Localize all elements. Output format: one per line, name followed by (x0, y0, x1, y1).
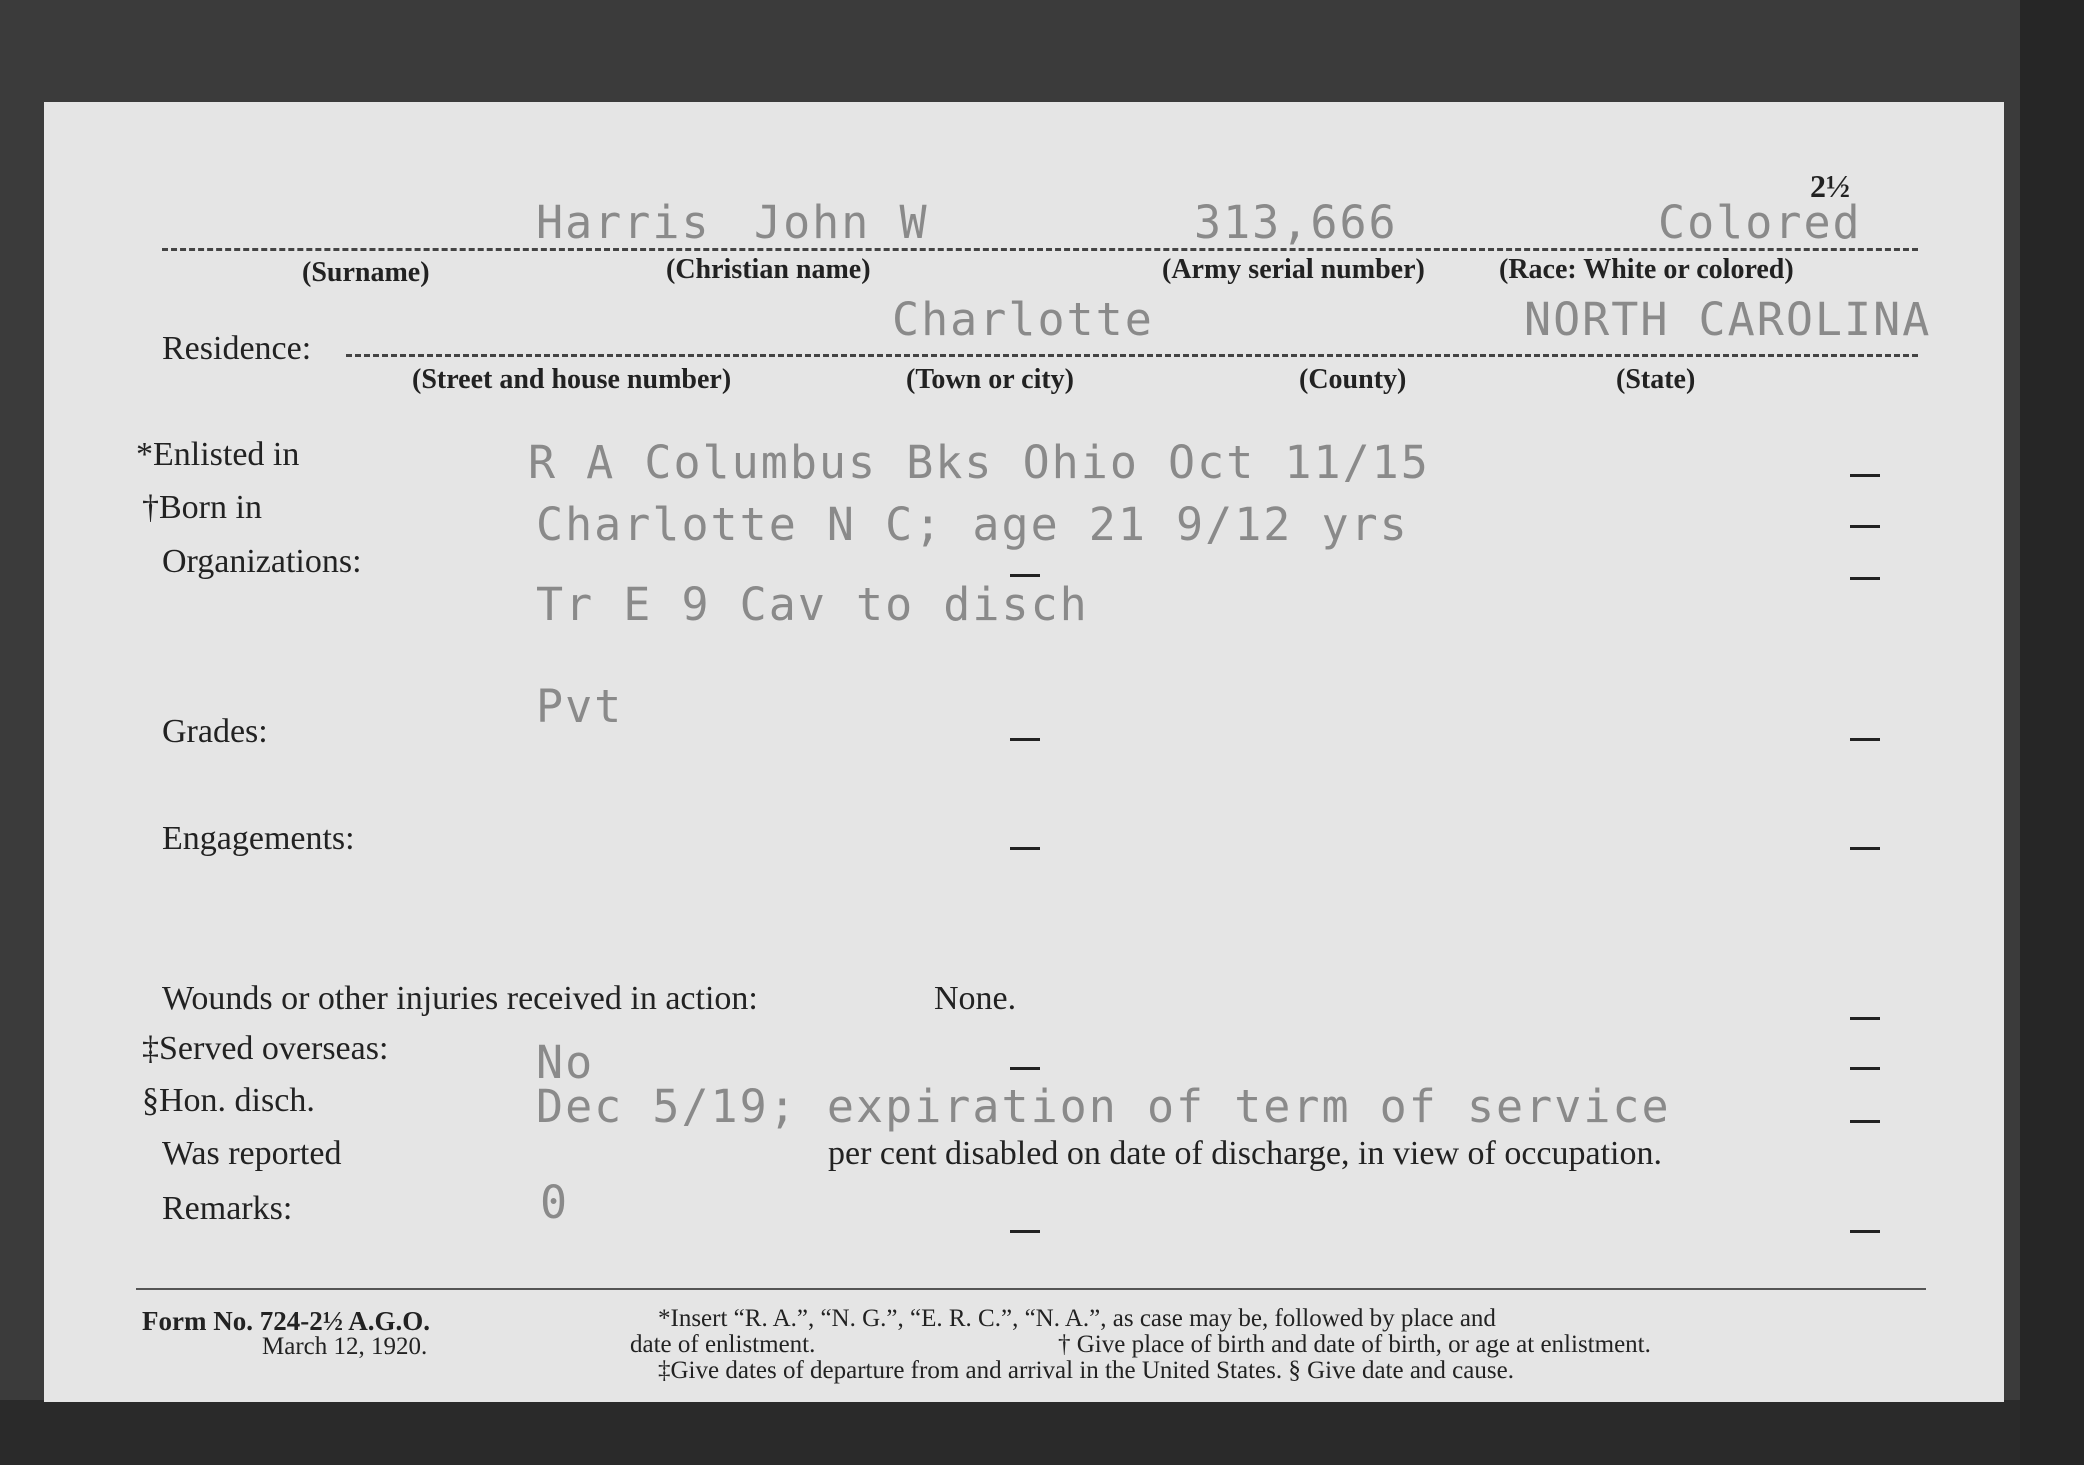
residence-state-value: NORTH CAROLINA (1524, 293, 1932, 346)
was-reported-label: Was reported (162, 1135, 342, 1172)
scan-background-bottom (0, 1400, 2084, 1465)
wounds-label: Wounds or other injuries received in action: (162, 980, 758, 1017)
town-caption: (Town or city) (906, 364, 1074, 395)
hon-disch-label: §Hon. disch. (142, 1082, 315, 1119)
born-label: †Born in (142, 489, 262, 526)
residence-label: Residence: (162, 330, 312, 367)
form-date: March 12, 1920. (262, 1333, 428, 1360)
race-caption: (Race: White or colored) (1499, 254, 1794, 285)
organizations-value: Tr E 9 Cav to disch (536, 578, 1089, 631)
footnote-birth: † Give place of birth and date of birth, or age at enlistment. (1058, 1331, 1651, 1358)
form-number: Form No. 724-2½ A.G.O. (142, 1306, 430, 1336)
engagements-mid-dash (1010, 847, 1040, 850)
overseas-end-dash (1850, 1067, 1880, 1070)
organizations-mid-dash (1010, 574, 1040, 577)
born-value: Charlotte N C; age 21 9/12 yrs (536, 498, 1409, 551)
grades-label: Grades: (162, 713, 268, 750)
organizations-label: Organizations: (162, 543, 362, 580)
engagements-label: Engagements: (162, 820, 355, 857)
surname-value: Harris (536, 196, 711, 249)
footer-rule (136, 1288, 1926, 1290)
race-value: Colored (1658, 196, 1862, 249)
christian-name-caption: (Christian name) (666, 254, 871, 285)
serial-number-value: 313,666 (1194, 196, 1398, 249)
name-dotted-line (162, 248, 1918, 251)
remarks-label: Remarks: (162, 1190, 293, 1227)
born-end-dash (1850, 525, 1880, 528)
overseas-mid-dash (1010, 1067, 1040, 1070)
wounds-value: None. (934, 980, 1017, 1017)
enlisted-end-dash (1850, 474, 1880, 477)
remarks-mid-dash (1010, 1230, 1040, 1233)
corner-number: 2½ (1810, 168, 1850, 204)
footnote-overseas-discharge: ‡Give dates of departure from and arrival in the United States. § Give date and cause. (658, 1357, 1514, 1384)
christian-name-value: John W (754, 196, 929, 249)
remarks-value: 0 (540, 1176, 570, 1229)
footnote-enlistment: date of enlistment. (630, 1331, 816, 1358)
state-caption: (State) (1616, 364, 1696, 395)
remarks-end-dash (1850, 1230, 1880, 1233)
residence-town-value: Charlotte (892, 293, 1154, 346)
hon-disch-end-dash (1850, 1120, 1880, 1123)
enlisted-label: *Enlisted in (136, 436, 300, 473)
grades-value: Pvt (536, 680, 624, 733)
scan-background-right (2020, 0, 2084, 1465)
engagements-end-dash (1850, 847, 1880, 850)
wounds-end-dash (1850, 1017, 1880, 1020)
surname-caption: (Surname) (302, 257, 430, 288)
service-record-card (44, 102, 2004, 1402)
hon-disch-value: Dec 5/19; expiration of term of service (536, 1080, 1671, 1133)
served-overseas-value: No (536, 1036, 595, 1089)
grades-mid-dash (1010, 738, 1040, 741)
serial-number-caption: (Army serial number) (1162, 254, 1425, 285)
residence-dotted-line (346, 354, 1918, 357)
grades-end-dash (1850, 738, 1880, 741)
street-caption: (Street and house number) (412, 364, 732, 395)
county-caption: (County) (1299, 364, 1407, 395)
footnote-insert: *Insert “R. A.”, “N. G.”, “E. R. C.”, “N. A.”, as case may be, followed by place and (658, 1305, 1496, 1332)
disability-statement: per cent disabled on date of discharge, in view of occupation. (828, 1135, 1662, 1172)
served-overseas-label: ‡Served overseas: (142, 1030, 389, 1067)
enlisted-value: R A Columbus Bks Ohio Oct 11/15 (528, 436, 1430, 489)
organizations-end-dash (1850, 577, 1880, 580)
